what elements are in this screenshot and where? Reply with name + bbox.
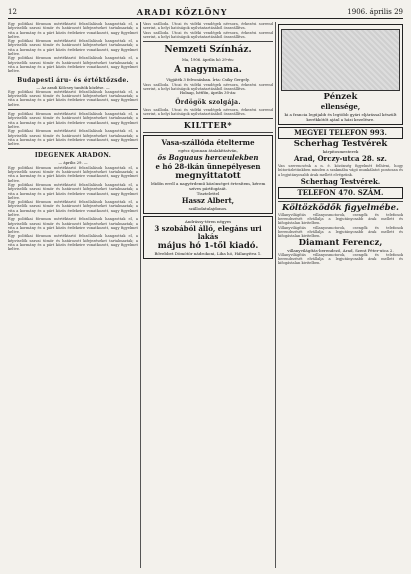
- penzek-ad: [278, 24, 403, 125]
- play-cast: Vass szálloda. Utcai és vidéki vendégek névsora, érkezési sorrend szerint, a helyi hatóságok nyilvántartásából összeállítva.: [143, 82, 273, 92]
- nemzeti-szinhaz-title: Nemzeti Színház.: [164, 45, 252, 56]
- play-subtitle: Vígjáték 3 felvonásban. Írta: Csiky Gergely.: [166, 77, 250, 83]
- penzek-title: Pénzek: [323, 92, 358, 102]
- page-header: [8, 6, 403, 19]
- ad-sign-3: szállodatulajdonos.: [188, 206, 228, 212]
- koltozok-title: Költözködők figyelmébe.: [282, 202, 399, 213]
- exchange-text-2: Egy politikai fórumon mértéktartó felszólalások hangzottak el, a képviselők szavai tömör és határozott kifejezéseket tartalmaztak; a vita a kormány és a párt közös érdekeire vonatkozott, nagy figyelmet keltve.: [8, 112, 138, 129]
- ad-line-4: megnyittatott: [175, 171, 241, 182]
- scherhag-sub: kárpitosmesterek: [322, 149, 359, 154]
- column-3: [278, 22, 403, 568]
- ad-line-3: e hó 28-ikán ünnepélyesen: [155, 162, 261, 172]
- penzek-subtitle: ellensége,: [320, 102, 361, 111]
- ad-line-2: ős Baguaus herceulekben: [157, 153, 259, 163]
- diamant-body: Villanyvilágítás villanyosmotorok, csengők és telefonok berendezését elvállalja a legjutányosabb árak mellett és kifogástalan kivitelben.: [278, 252, 403, 266]
- budapest-exchange-title: Budapesti áru- és értéktőzsde.: [17, 76, 129, 84]
- diamant-sub: villanyvilágítás-berendező, Arad, Szent Péter-utca 2.: [287, 247, 394, 253]
- issue-date: 1906. április 29: [347, 8, 403, 16]
- next-play-cast: Vass szálloda. Utcai és vidéki vendégek névsora, érkezési sorrend szerint, a helyi hatóságok nyilvántartásából összeállítva.: [143, 107, 273, 116]
- scherhag-body: Van szerencsénk a n. é. közönség figyelmét felhívni, hogy bútorüzletünkben minden a szakmába vágó munkálatot pontosan és a legjutányosabb árak mellett elvégzünk.: [278, 164, 403, 177]
- exchange-text: Egy politikai fórumon mértéktartó felszólalások hangzottak el, a képviselők szavai tömör és határozott kifejezéseket tartalmaztak; a vita a kormány és a párt közös érdekeire vonatkozott, nagy figyelmet keltve.: [8, 89, 138, 107]
- divider: [143, 132, 273, 133]
- ad-body: Midőn erről a nagyérdemű közönséget értesítem, kérem szíves pártfogását.: [150, 181, 266, 192]
- koltozok-body-2: Villanyvilágítás villanyosmotorok, csengők és telefonok berendezését elvállalja a legjutányosabb árak mellett és kifogástalan kivitelben.: [278, 225, 403, 239]
- room-ad: [143, 216, 273, 259]
- nemzeti-szinhaz-date: Ma, 1906. április hó 29-én:: [182, 57, 234, 63]
- penzek-illustration-image: [281, 29, 400, 91]
- divider: [8, 148, 138, 149]
- room-ad-2: május hó 1-től kiadó.: [157, 241, 259, 252]
- play-title: A nagymama.: [174, 65, 242, 76]
- ad-line-1: egész újonnan átalakíttatván,: [178, 148, 238, 154]
- next-play-title: Ördögök szolgája.: [175, 98, 241, 106]
- telefon-number: TELEFON 470. SZÁM.: [278, 187, 403, 199]
- ad-sign-2: Hassz Albert,: [181, 196, 235, 206]
- col1-article-more: Egy politikai fórumon mértéktartó felszólalások hangzottak el, a képviselők szavai tömör és határozott kifejezéseket tartalmaztak; a vita a kormány és a párt közös érdekeire vonatkozott, nagy figyelmet keltve.: [8, 56, 138, 74]
- room-ad-1: 3 szobából álló, elegáns uri lakás: [154, 224, 262, 242]
- divider: [143, 118, 273, 119]
- idegenek-list-5: Egy politikai fórumon mértéktartó felszólalások hangzottak el, a képviselők szavai tömör és határozott kifejezéseket tartalmaztak; a vita a kormány és a párt közös érdekeire vonatkozott, nagy figyelmet keltve.: [8, 234, 138, 252]
- divider: [278, 201, 403, 202]
- next-show-date: Holnap, hétfőn, április 30-án:: [179, 90, 237, 96]
- col2-guest-list-2: Vass szálloda. Utcai és vidéki vendégek névsora, érkezési sorrend szerint, a helyi hatóságok nyilvántartásából összeállítva.: [143, 30, 273, 39]
- scherhag-title: Scherhag Testvérek: [293, 139, 388, 149]
- col1-article: Egy politikai fórumon mértéktartó felszólalások hangzottak el, a képviselők szavai tömör és határozott kifejezéseket tartalmaztak; a vita a kormány és a párt közös érdekeire vonatkozott, nagy figyelmet keltve.: [8, 22, 138, 39]
- column-2: [143, 22, 273, 568]
- col1-article-continued: Egy politikai fórumon mértéktartó felszólalások hangzottak el, a képviselők szavai tömör és határozott kifejezéseket tartalmaztak; a vita a kormány és a párt közös érdekeire vonatkozott, nagy figyelmet keltve.: [8, 39, 138, 57]
- idegenek-sub: — április 29. —: [58, 160, 88, 166]
- megyei-telefon: MEGYEI TELEFON 993.: [278, 127, 403, 139]
- col2-guest-list: Vass szálloda. Utcai és vidéki vendégek névsora, érkezési sorrend szerint, a helyi hatóságok nyilvántartásából összeállítva.: [143, 22, 273, 31]
- page-number: 12: [8, 8, 17, 16]
- idegenek-list-4: Egy politikai fórumon mértéktartó felszólalások hangzottak el, a képviselők szavai tömör és határozott kifejezéseket tartalmaztak; a vita a kormány és a párt közös érdekeire vonatkozott, nagy figyelmet keltve.: [8, 217, 138, 235]
- penzek-note: ki a francia legújabb és legtöbb gyári eljárással készült kerékkötőt ajánl a házi kezelésre.: [284, 112, 397, 122]
- koltozok-body: Villanyvilágítás villanyosmotorok, csengők és telefonok berendezését elvállalja a legjutányosabb árak mellett és kifogástalan kivitelben.: [278, 212, 403, 226]
- diamant-title: Diamant Ferencz,: [298, 237, 383, 248]
- column-rule-1: [140, 22, 141, 568]
- newspaper-title: ARADI KÖZLÖNY: [136, 7, 228, 17]
- idegenek-list-3: Egy politikai fórumon mértéktartó felszólalások hangzottak el, a képviselők szavai tömör és határozott kifejezéseket tartalmaztak; a vita a kormány és a párt közös érdekeire vonatkozott, nagy figyelmet keltve.: [8, 200, 138, 217]
- column-1: [8, 22, 138, 568]
- room-ad-3: Bővebbet Dömötör nádrokoni, Liba hó, Hálanyitva 1.: [154, 251, 262, 257]
- divider: [8, 109, 138, 110]
- exchange-text-3: Egy politikai fórumon mértéktartó felszólalások hangzottak el, a képviselők szavai tömör és határozott kifejezéseket tartalmaztak; a vita a kormány és a párt közös érdekeire vonatkozott, nagy figyelmet keltve.: [8, 129, 138, 147]
- ad-sign-1: Tisztelettel: [196, 191, 220, 197]
- kiltter-banner: KILTTER*: [183, 120, 233, 131]
- idegenek-title: IDEGENEK ARADON.: [34, 152, 112, 160]
- idegenek-list: Egy politikai fórumon mértéktartó felszólalások hangzottak el, a képviselők szavai tömör és határozott kifejezéseket tartalmaztak; a vita a kormány és a párt közös érdekeire vonatkozott, nagy figyelmet keltve.: [8, 165, 138, 183]
- idegenek-list-2: Egy politikai fórumon mértéktartó felszólalások hangzottak el, a képviselők szavai tömör és határozott kifejezéseket tartalmaztak; a vita a kormány és a párt közös érdekeire vonatkozott, nagy figyelmet keltve.: [8, 182, 138, 200]
- room-ad-lead: Andrássy-téren négyes: [184, 219, 232, 225]
- ad-lead: Vasa-szállóda ételterme: [161, 138, 255, 148]
- budapest-exchange-sub: — Az aradi Kölcsey tanítók közlése. —: [36, 84, 110, 90]
- divider: [143, 41, 273, 42]
- scherhag-signature: Scherhag Testvérek.: [300, 176, 381, 186]
- scherhag-address: Arad, Orczy-utca 28. sz.: [294, 154, 387, 163]
- vasa-szalloda-ad: [143, 135, 273, 214]
- column-rule-2: [275, 22, 276, 568]
